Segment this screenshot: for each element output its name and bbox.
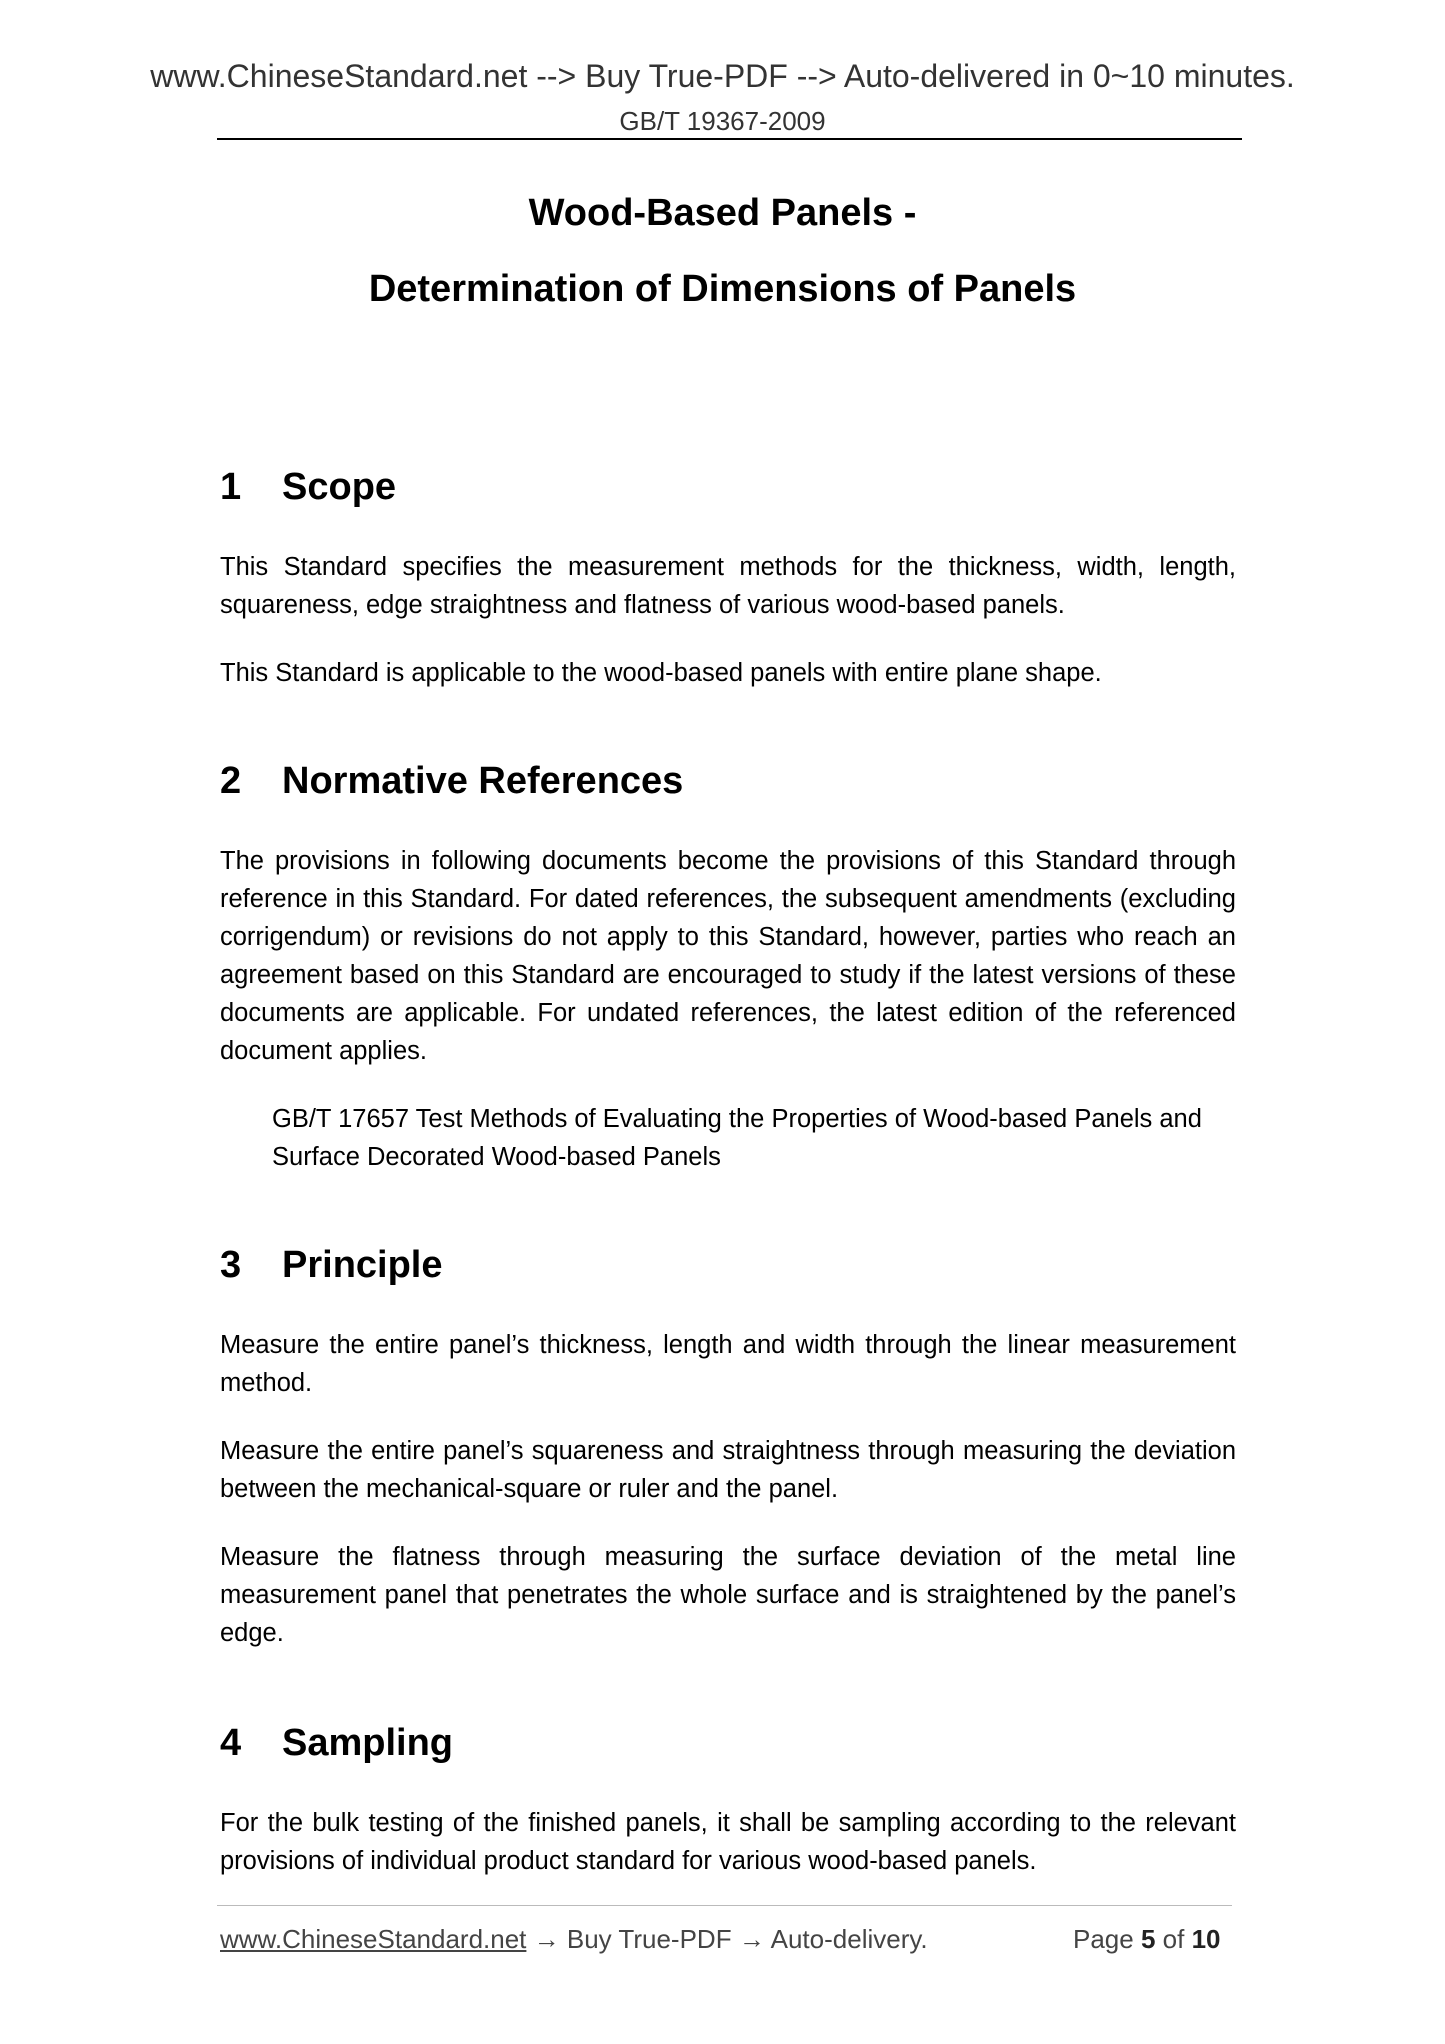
section-number: 4 bbox=[220, 1722, 242, 1764]
section-title: Scope bbox=[282, 466, 397, 508]
section-number: 2 bbox=[220, 760, 242, 802]
section-number: 3 bbox=[220, 1244, 242, 1286]
paragraph: Measure the flatness through measuring the surface deviation of the metal line measurement panel that penetrates the whole surface and is straightened by the panel’s edge. bbox=[220, 1543, 1236, 1647]
document-title-line1: Wood-Based Panels - bbox=[528, 192, 917, 234]
header-divider bbox=[217, 138, 1242, 140]
website-link[interactable]: www.ChineseStandard.net bbox=[220, 1924, 527, 1954]
paragraph: Measure the entire panel’s squareness and straightness through measuring the deviation between the mechanical-square or ruler and the panel. bbox=[220, 1437, 1236, 1503]
reference-entry: GB/T 17657 Test Methods of Evaluating the Properties of Wood-based Panels and Surface Decorated Wood-based Panels bbox=[272, 1105, 1202, 1171]
page-current: 5 bbox=[1140, 1924, 1156, 1954]
paragraph: This Standard specifies the measurement methods for the thickness, width, length, squareness, edge straightness and flatness of various wood-based panels. bbox=[220, 553, 1236, 619]
arrow-right-icon: → bbox=[738, 1924, 765, 1954]
arrow-right-icon: → bbox=[533, 1924, 560, 1954]
page-number bbox=[1073, 1924, 1221, 1955]
header-banner: www.ChineseStandard.net --> Buy True-PDF --> Auto-delivered in 0~10 minutes. bbox=[150, 58, 1295, 94]
footer-buy-text: Buy True-PDF bbox=[566, 1924, 732, 1954]
section-heading bbox=[220, 462, 1236, 512]
paragraph: The provisions in following documents become the provisions of this Standard through reference in this Standard. For dated references, the subsequent amendments (excluding corrigendum) or revisions do not apply to this Standard, however, parties who reach an agreement based on this Standard are encouraged to study if the latest versions of these documents are applicable. For undated references, the latest edition of the referenced document applies. bbox=[220, 847, 1236, 1065]
section-heading bbox=[220, 756, 1236, 806]
page-label: Page bbox=[1073, 1924, 1134, 1954]
paragraph: This Standard is applicable to the wood-based panels with entire plane shape. bbox=[220, 659, 1102, 687]
section-heading bbox=[220, 1718, 1236, 1768]
footer-delivery-text: Auto-delivery. bbox=[770, 1924, 928, 1954]
section-heading bbox=[220, 1240, 1236, 1290]
paragraph: Measure the entire panel’s thickness, length and width through the linear measurement method. bbox=[220, 1331, 1236, 1397]
section-title: Normative References bbox=[282, 760, 684, 802]
section-normative-references bbox=[220, 756, 1236, 1176]
section-sampling bbox=[220, 1718, 1236, 1880]
page-total: 10 bbox=[1191, 1924, 1221, 1954]
section-number: 1 bbox=[220, 466, 242, 508]
section-title: Principle bbox=[282, 1244, 443, 1286]
section-principle bbox=[220, 1240, 1236, 1652]
document-title-line2: Determination of Dimensions of Panels bbox=[368, 268, 1077, 310]
footer-links bbox=[220, 1924, 928, 1955]
page-of: of bbox=[1162, 1924, 1185, 1954]
section-title: Sampling bbox=[282, 1722, 454, 1764]
section-scope bbox=[220, 462, 1236, 692]
footer-divider bbox=[217, 1905, 1232, 1906]
paragraph: For the bulk testing of the finished panels, it shall be sampling according to the relevant provisions of individual product standard for various wood-based panels. bbox=[220, 1809, 1236, 1875]
standard-code: GB/T 19367-2009 bbox=[619, 106, 826, 136]
